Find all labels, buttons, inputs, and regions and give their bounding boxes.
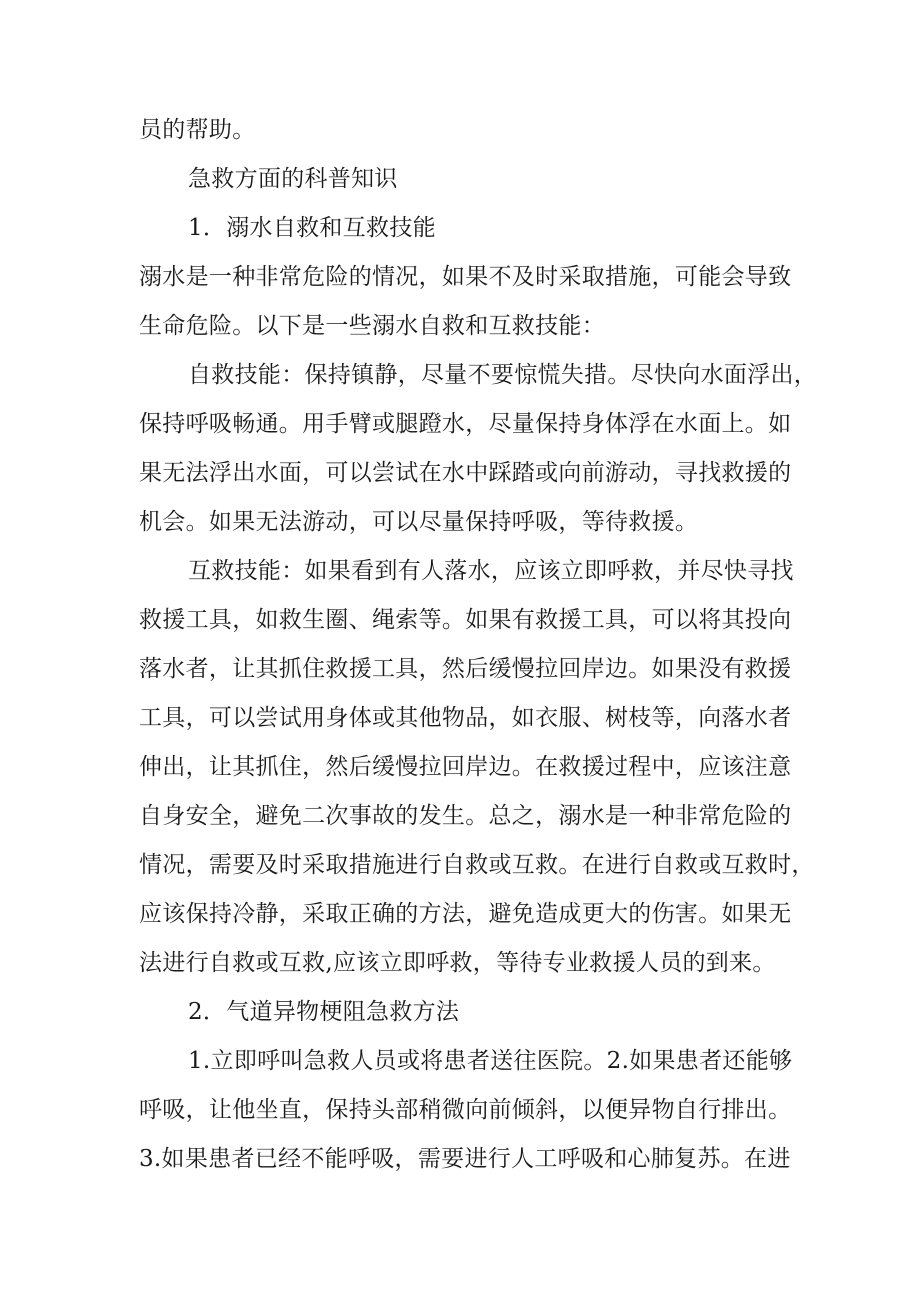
text-line: 法进行自救或互救,应该立即呼救，等待专业救援人员的到来。 — [139, 950, 776, 976]
text-line: 呼吸，让他坐直，保持头部稍微向前倾斜，以便异物自行排出。 — [139, 1097, 792, 1123]
subsection-heading: 1．溺水自救和互救技能 — [188, 215, 436, 241]
text-line: 自救技能：保持镇静，尽量不要惊慌失措。尽快向水面浮出， — [188, 362, 818, 388]
text-line: 机会。如果无法游动，可以尽量保持呼吸，等待救援。 — [139, 509, 699, 535]
text-line: 救援工具，如救生圈、绳索等。如果有救援工具，可以将其投向 — [139, 607, 792, 633]
text-line: 3.如果患者已经不能呼吸，需要进行人工呼吸和心肺复苏。在进 — [139, 1146, 791, 1172]
text-line: 保持呼吸畅通。用手臂或腿蹬水，尽量保持身体浮在水面上。如 — [139, 411, 792, 437]
text-line: 应该保持冷静，采取正确的方法，避免造成更大的伤害。如果无 — [139, 901, 792, 927]
text-line: 生命危险。以下是一些溺水自救和互救技能： — [139, 313, 605, 339]
text-line: 互救技能：如果看到有人落水，应该立即呼救，并尽快寻找 — [188, 558, 794, 584]
section-heading: 急救方面的科普知识 — [188, 166, 398, 192]
text-line: 员的帮助。 — [139, 117, 256, 143]
text-line: 情况，需要及时采取措施进行自救或互救。在进行自救或互救时， — [139, 852, 815, 878]
text-line: 1.立即呼叫急救人员或将患者送往医院。2.如果患者还能够 — [188, 1048, 793, 1074]
text-line: 工具，可以尝试用身体或其他物品，如衣服、树枝等，向落水者 — [139, 705, 792, 731]
text-line: 落水者，让其抓住救援工具，然后缓慢拉回岸边。如果没有救援 — [139, 656, 792, 682]
text-line: 溺水是一种非常危险的情况，如果不及时采取措施，可能会导致 — [139, 264, 792, 290]
text-line: 伸出，让其抓住，然后缓慢拉回岸边。在救援过程中，应该注意 — [139, 754, 792, 780]
subsection-heading: 2．气道异物梗阻急救方法 — [188, 999, 460, 1025]
text-line: 自身安全，避免二次事故的发生。总之，溺水是一种非常危险的 — [139, 803, 792, 829]
text-line: 果无法浮出水面，可以尝试在水中踩踏或向前游动，寻找救援的 — [139, 460, 792, 486]
